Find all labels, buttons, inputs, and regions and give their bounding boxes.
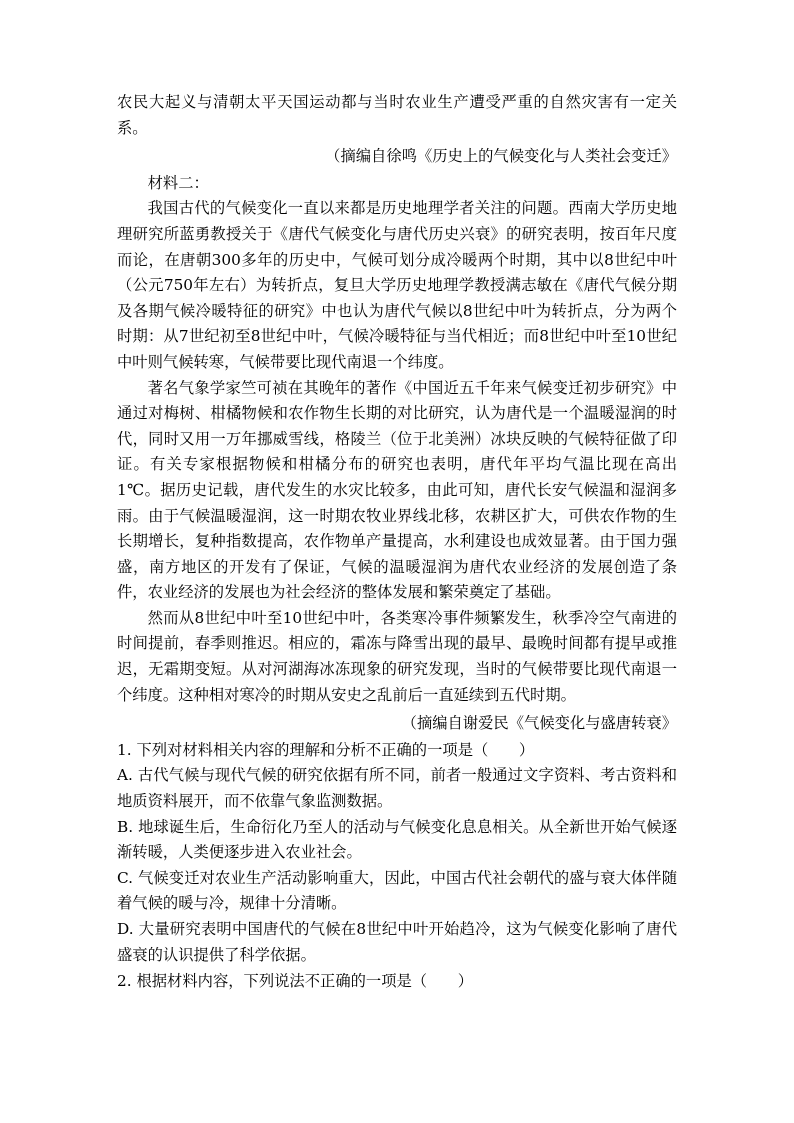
source-citation-1: （摘编自徐鸣《历史上的气候变化与人类社会变迁》 (325, 147, 677, 166)
question-1-option-b: B. 地球诞生后，生命衍化乃至人的活动与气候变化息息相关。从全新世开始气候逐渐转暖，人类便逐步进入农业社会。 (117, 817, 677, 862)
section-heading-material-2: 材料二： (147, 173, 209, 192)
paragraph-material-2-b: 著名气象学家竺可祯在其晚年的著作《中国近五千年来气候变迁初步研究》中通过对梅树、柑橘物候和农作物生长期的对比研究，认为唐代是一个温暖湿润的时代，同时又用一万年挪威雪线，格陵兰（位于北美洲）冰块反映的气候特征做了印证。有关专家根据物候和柑橘分布的研究也表明，唐代年平均气温比现在高出1℃。据历史记载，唐代发生的水灾比较多，由此可知，唐代长安气候温和湿润多雨。由于气候温暖湿润，这一时期农牧业界线北移，农耕区扩大，可供农作物的生长期增长，复种指数提高，农作物单产量提高，水利建设也成效显著。由于国力强盛，南方地区的开发有了保证，气候的温暖湿润为唐代农业经济的发展创造了条件，农业经济的发展也为社会经济的整体发展和繁荣奠定了基础。 (117, 378, 677, 602)
paragraph-intro-tail: 农民大起义与清朝太平天国运动都与当时农业生产遭受严重的自然灾害有一定关系。 (117, 93, 677, 137)
question-2-stem: 2. 根据材料内容，下列说法不正确的一项是（ ） (117, 972, 473, 991)
question-1-option-d: D. 大量研究表明中国唐代的气候在8世纪中叶开始趋冷，这为气候变化影响了唐代盛衰的认识提供了科学依据。 (117, 920, 677, 964)
source-citation-2: （摘编自谢爱民《气候变化与盛唐转衰》 (401, 714, 677, 733)
question-1-stem: 1. 下列对材料相关内容的理解和分析不正确的一项是（ ） (117, 740, 535, 759)
question-1-option-c: C. 气候变迁对农业生产活动影响重大，因此，中国古代社会朝代的盛与衰大体伴随着气候的暖与冷，规律十分清晰。 (117, 868, 677, 913)
document-body (117, 90, 677, 995)
question-1-option-a: A. 古代气候与现代气候的研究依据有所不同，前者一般通过文字资料、考古资料和地质资料展开，而不依靠气象监测数据。 (117, 766, 677, 811)
paragraph-material-2-a: 我国古代的气候变化一直以来都是历史地理学者关注的问题。西南大学历史地理研究所蓝勇教授关于《唐代气候变化与唐代历史兴衰》的研究表明，按百年尺度而论，在唐朝300多年的历史中，气候可划分成冷暖两个时期，其中以8世纪中叶（公元750年左右）为转折点，复旦大学历史地理学教授满志敏在《唐代气候分期及各期气候冷暖特征的研究》中也认为唐代气候以8世纪中叶为转折点，分为两个时期：从7世纪初至8世纪中叶，气候冷暖特征与当代相近；而8世纪中叶至10世纪中叶则气候转寒，气候带要比现代南退一个纬度。 (117, 199, 677, 371)
paragraph-material-2-c: 然而从8世纪中叶至10世纪中叶，各类寒冷事件频繁发生，秋季冷空气南进的时间提前，春季则推迟。相应的，霜冻与降雪出现的最早、最晚时间都有提早或推迟，无霜期变短。从对河湖海冰冻现象的研究发现，当时的气候带要比现代南退一个纬度。这种相对寒冷的时期从安史之乱前后一直延续到五代时期。 (117, 608, 677, 704)
